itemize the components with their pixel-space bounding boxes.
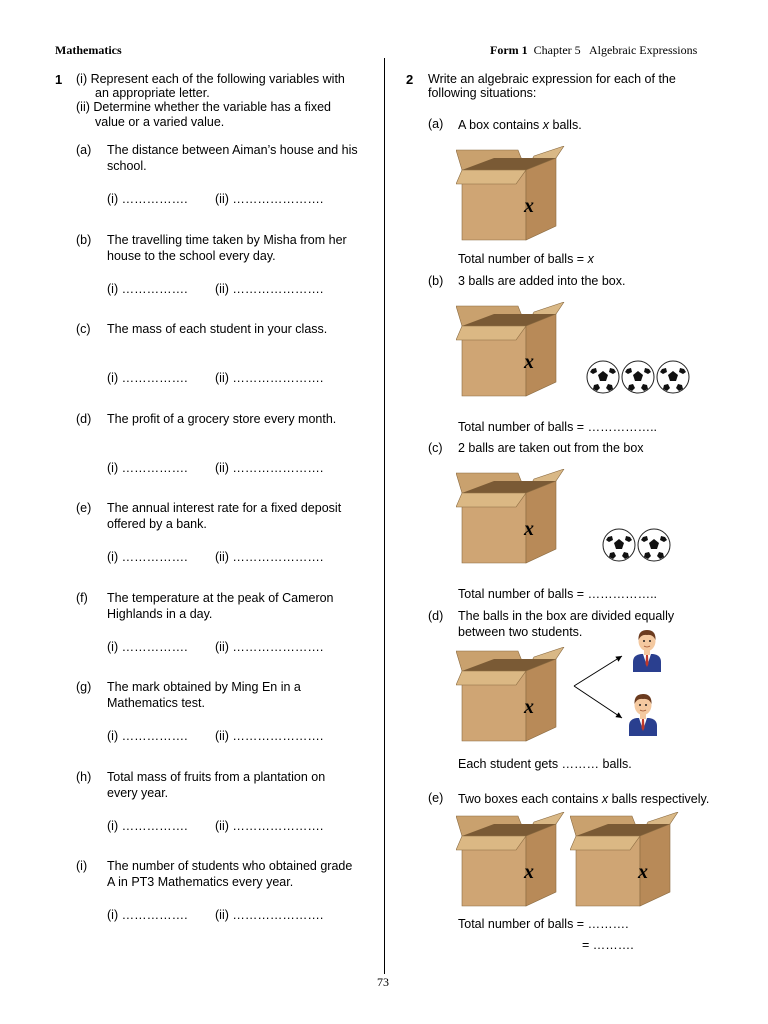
header-subject: Mathematics	[55, 43, 122, 57]
q2b-text: 3 balls are added into the box.	[458, 274, 626, 288]
soccer-ball-icon	[621, 360, 655, 394]
answer-line-i: (i) …………….	[107, 729, 188, 743]
answer-line-i: (i) …………….	[107, 192, 188, 206]
q2e-total-1: Total number of balls = ……….	[458, 917, 629, 931]
q2a-label: (a)	[428, 117, 444, 131]
q2b-total: Total number of balls = ……………..	[458, 420, 658, 434]
soccer-ball-icon	[637, 528, 671, 562]
q1-item-text: house to the school every day.	[107, 249, 276, 263]
box-variable-label: x	[638, 861, 648, 883]
answer-line-ii: (ii) ………………….	[215, 550, 324, 564]
q2e-label: (e)	[428, 791, 444, 805]
answer-line-i: (i) …………….	[107, 371, 188, 385]
box-icon	[570, 812, 682, 913]
q2d-line1: The balls in the box are divided equally	[458, 609, 675, 623]
q1-item-label: (f)	[76, 591, 88, 605]
q1-item-text: Mathematics test.	[107, 696, 205, 710]
box-icon	[456, 469, 568, 570]
box-icon	[456, 647, 568, 748]
q1-instruction-1: (i) Represent each of the following variables with	[76, 72, 345, 86]
q1-item-text: The mass of each student in your class.	[107, 322, 328, 336]
soccer-ball-icon	[656, 360, 690, 394]
answer-line-ii: (ii) ………………….	[215, 908, 324, 922]
answer-line-i: (i) …………….	[107, 908, 188, 922]
column-divider	[384, 58, 385, 974]
q1-item-text: school.	[107, 159, 147, 173]
q1-item-label: (h)	[76, 770, 92, 784]
header-chapter: Chapter 5	[533, 43, 581, 57]
header-form: Form 1	[490, 43, 528, 57]
answer-line-i: (i) …………….	[107, 461, 188, 475]
header-topic: Algebraic Expressions	[589, 43, 698, 57]
box-variable-label: x	[524, 518, 534, 540]
student-icon	[630, 626, 664, 672]
answer-line-ii: (ii) ………………….	[215, 371, 324, 385]
answer-line-i: (i) …………….	[107, 819, 188, 833]
q1-item-label: (b)	[76, 233, 92, 247]
student-icon	[626, 690, 660, 736]
q1-item-label: (e)	[76, 501, 92, 515]
answer-line-ii: (ii) ………………….	[215, 819, 324, 833]
q1-item-label: (d)	[76, 412, 92, 426]
box-variable-label: x	[524, 861, 534, 883]
q2b-label: (b)	[428, 274, 444, 288]
q1-item-text: offered by a bank.	[107, 517, 207, 531]
box-icon	[456, 812, 568, 913]
q2-instruction-2: following situations:	[428, 86, 537, 100]
q1-item-text: The temperature at the peak of Cameron	[107, 591, 334, 605]
box-variable-label: x	[524, 351, 534, 373]
q1-item-text: The number of students who obtained grade	[107, 859, 353, 873]
box-icon	[456, 146, 568, 247]
q1-number: 1	[55, 72, 63, 87]
q1-item-text: A in PT3 Mathematics every year.	[107, 875, 294, 889]
q1-item-text: The distance between Aiman’s house and his	[107, 143, 358, 157]
header-chapter-line	[490, 43, 697, 58]
q1-item-label: (g)	[76, 680, 92, 694]
answer-line-ii: (ii) ………………….	[215, 640, 324, 654]
q2c-label: (c)	[428, 441, 443, 455]
box-icon	[456, 302, 568, 403]
answer-line-i: (i) …………….	[107, 640, 188, 654]
q1-item-label: (c)	[76, 322, 91, 336]
q2-instruction-1: Write an algebraic expression for each of the	[428, 72, 676, 86]
page-number: 73	[377, 975, 389, 989]
ball-group-b	[586, 360, 691, 394]
q2d-line2: between two students.	[458, 625, 583, 639]
q2a-text: A box contains x balls.	[458, 118, 582, 132]
q1-item-label: (a)	[76, 143, 92, 157]
answer-line-i: (i) …………….	[107, 282, 188, 296]
q1-item-text: The mark obtained by Ming En in a	[107, 680, 301, 694]
box-variable-label: x	[524, 195, 534, 217]
q1-item-text: The profit of a grocery store every month.	[107, 412, 337, 426]
q2d-answer: Each student gets ……… balls.	[458, 757, 632, 771]
q2c-text: 2 balls are taken out from the box	[458, 441, 644, 455]
ball-group-c	[602, 528, 672, 562]
q1-instruction-2: (ii) Determine whether the variable has a fixed	[76, 100, 331, 114]
answer-line-ii: (ii) ………………….	[215, 282, 324, 296]
soccer-ball-icon	[602, 528, 636, 562]
q2-number: 2	[406, 72, 414, 87]
q1-item-text: The travelling time taken by Misha from her	[107, 233, 347, 247]
q1-instruction-2b: value or a varied value.	[95, 115, 225, 129]
q2e-total-2: = ……….	[582, 938, 634, 952]
q1-item-label: (i)	[76, 859, 88, 873]
answer-line-ii: (ii) ………………….	[215, 729, 324, 743]
q1-item-text: The annual interest rate for a fixed deposit	[107, 501, 342, 515]
split-arrows-icon	[570, 650, 630, 725]
q1-instruction-1b: an appropriate letter.	[95, 86, 210, 100]
soccer-ball-icon	[586, 360, 620, 394]
q1-item-text: Total mass of fruits from a plantation on	[107, 770, 326, 784]
q2c-total: Total number of balls = ……………..	[458, 587, 658, 601]
answer-line-i: (i) …………….	[107, 550, 188, 564]
q1-item-text: every year.	[107, 786, 169, 800]
q2e-text: Two boxes each contains x balls respectively.	[458, 792, 710, 806]
q2d-label: (d)	[428, 609, 444, 623]
q1-item-text: Highlands in a day.	[107, 607, 213, 621]
answer-line-ii: (ii) ………………….	[215, 192, 324, 206]
box-variable-label: x	[524, 696, 534, 718]
answer-line-ii: (ii) ………………….	[215, 461, 324, 475]
q2a-total: Total number of balls = x	[458, 252, 594, 266]
